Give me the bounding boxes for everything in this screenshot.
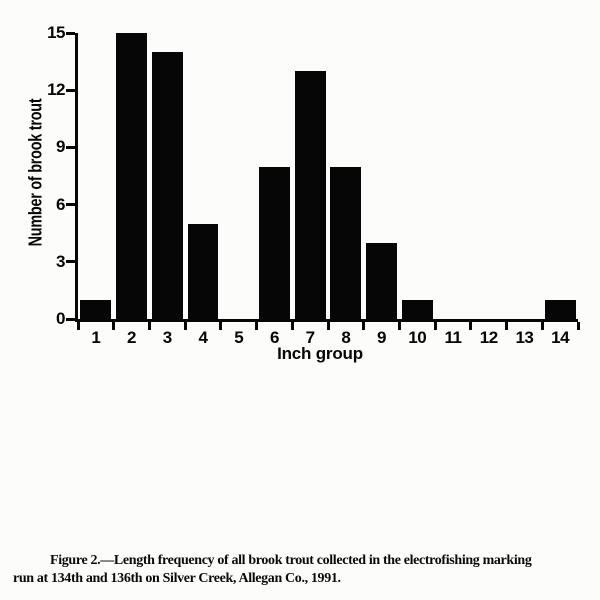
figure-caption [13, 552, 600, 587]
caption-line: Figure 2.—Length frequency of all brook trout collected in the electrofishing marking [50, 553, 532, 568]
y-axis-tick-label: 12 [47, 80, 65, 100]
x-axis-title: Inch group [277, 344, 363, 363]
x-axis-tick-label: 6 [269, 328, 279, 347]
bar-inch-8 [330, 167, 361, 320]
y-axis-tick-label: 6 [56, 194, 65, 214]
bar-inch-7 [295, 71, 326, 319]
bar-inch-3 [152, 52, 183, 319]
x-axis-tick-label: 4 [198, 328, 208, 347]
x-axis-tick-label: 12 [479, 328, 498, 347]
bar-inch-6 [259, 167, 290, 320]
bar-inch-1 [80, 300, 111, 319]
bar-inch-10 [402, 300, 433, 319]
bar-inch-2 [116, 33, 147, 319]
x-axis-tick-label: 11 [444, 328, 462, 347]
y-axis-tick [66, 146, 75, 149]
bar-inch-14 [545, 300, 576, 319]
x-axis-tick-label: 9 [377, 328, 387, 347]
x-axis-tick-label: 7 [305, 328, 315, 347]
y-axis-tick [66, 89, 75, 92]
x-axis-tick-label: 3 [162, 328, 172, 347]
caption-line: run at 134th and 136th on Silver Creek, Allegan Co., 1991. [13, 570, 341, 586]
y-axis-tick [66, 32, 75, 35]
x-axis-tick-label: 14 [551, 328, 570, 347]
x-axis-tick-label: 2 [127, 328, 137, 347]
x-axis-tick-label: 8 [341, 328, 351, 347]
y-axis-line [75, 33, 78, 322]
x-axis-tick-label: 10 [408, 328, 427, 347]
y-axis-tick [66, 260, 75, 263]
y-axis-tick-label: 0 [56, 309, 65, 328]
bar-inch-4 [188, 224, 219, 319]
x-axis-tick-label: 5 [234, 328, 244, 347]
y-axis-tick [66, 318, 75, 321]
y-axis-tick-label: 15 [47, 23, 65, 42]
y-axis-title: Number of brook trout [25, 98, 46, 247]
y-axis-tick [66, 203, 75, 206]
x-axis-tick-label: 13 [515, 328, 534, 347]
y-axis-tick-label: 3 [56, 251, 65, 271]
y-axis-tick-label: 9 [56, 137, 65, 157]
bar-inch-9 [366, 243, 397, 319]
x-axis-tick-label: 1 [91, 328, 101, 347]
